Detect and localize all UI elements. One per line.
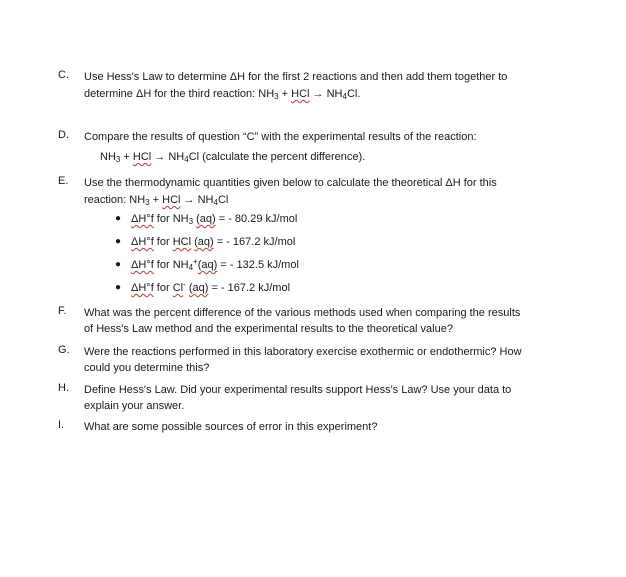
bullet-dot: ● bbox=[115, 282, 122, 293]
question-c-text: determine ΔH for the third reaction: NH bbox=[84, 88, 275, 100]
subscript: 3 bbox=[145, 198, 150, 207]
question-letter: E. bbox=[58, 175, 69, 187]
bullet-dot: ● bbox=[115, 213, 122, 224]
product-tail: Cl. bbox=[346, 88, 361, 100]
question-g-line1: Were the reactions performed in this laboratory exercise exothermic or endothermic? How bbox=[84, 346, 522, 358]
state-label: (aq) bbox=[194, 236, 214, 248]
reaction-arrow: → NH bbox=[309, 88, 343, 100]
bullet-dot: ● bbox=[115, 259, 122, 270]
subscript: 4 bbox=[184, 155, 189, 164]
question-h-line2: explain your answer. bbox=[84, 400, 185, 412]
plus-sign: + bbox=[278, 88, 292, 100]
product-tail: Cl (calculate the percent difference). bbox=[188, 151, 366, 163]
reactant: NH bbox=[100, 151, 116, 163]
hcl-formula: HCl bbox=[291, 88, 310, 100]
subscript: 4 bbox=[213, 198, 218, 207]
state-label: (aq) bbox=[196, 213, 216, 225]
bullet-dot: ● bbox=[115, 236, 122, 247]
delta-h-symbol: ΔH°f bbox=[131, 282, 154, 294]
question-g-line2: could you determine this? bbox=[84, 362, 210, 374]
hcl-formula: HCl bbox=[132, 151, 152, 163]
bullet-text bbox=[131, 282, 290, 294]
species: for NH bbox=[153, 259, 189, 271]
subscript: 4 bbox=[342, 92, 347, 101]
question-f-line1: What was the percent difference of the various methods used when comparing the results bbox=[84, 307, 521, 319]
question-f-line2: of Hess's Law method and the experimental results to the theoretical value? bbox=[84, 323, 453, 335]
delta-h-symbol: ΔH°f bbox=[131, 213, 154, 225]
species: for NH bbox=[153, 213, 189, 225]
enthalpy-value: = - 167.2 kJ/mol bbox=[213, 236, 296, 248]
delta-h-symbol: ΔH°f bbox=[131, 236, 154, 248]
enthalpy-value: = - 80.29 kJ/mol bbox=[215, 213, 298, 225]
bullet-text bbox=[131, 213, 297, 225]
species: for bbox=[153, 236, 173, 248]
subscript: 3 bbox=[115, 155, 121, 164]
subscript: 3 bbox=[188, 217, 194, 226]
question-i-line1: What are some possible sources of error in this experiment? bbox=[84, 421, 378, 433]
question-letter: F. bbox=[58, 305, 67, 317]
hcl-formula: HCl bbox=[172, 236, 192, 248]
state-label: (aq) bbox=[197, 259, 218, 271]
product-tail: Cl bbox=[217, 194, 229, 206]
subscript: 4 bbox=[188, 263, 194, 272]
subscript: 3 bbox=[274, 92, 279, 101]
reaction-arrow: → NH bbox=[151, 151, 185, 163]
bullet-item bbox=[0, 259, 626, 276]
question-letter: I. bbox=[58, 419, 65, 431]
plus-sign: + bbox=[149, 194, 163, 206]
bullet-item bbox=[0, 282, 626, 299]
question-letter: H. bbox=[58, 382, 69, 394]
superscript: + bbox=[193, 257, 198, 266]
bullet-text bbox=[131, 236, 295, 248]
chloride-formula: Cl bbox=[172, 282, 184, 294]
question-e-text: reaction: NH bbox=[84, 194, 146, 206]
reaction-arrow: → NH bbox=[180, 194, 214, 206]
question-h-line1: Define Hess's Law. Did your experimental results support Hess's Law? Use your data to bbox=[84, 384, 512, 396]
bullet-item bbox=[0, 213, 626, 230]
question-letter: D. bbox=[58, 129, 69, 141]
hcl-formula: HCl bbox=[162, 194, 181, 206]
question-e-line1: Use the thermodynamic quantities given below to calculate the theoretical ΔH for this bbox=[84, 177, 497, 189]
question-letter: G. bbox=[58, 344, 70, 356]
plus-sign: + bbox=[120, 151, 133, 163]
state-label: (aq) bbox=[188, 282, 209, 294]
question-d-reaction bbox=[100, 151, 365, 163]
question-c-line1: Use Hess's Law to determine ΔH for the first 2 reactions and then add them together to bbox=[84, 71, 508, 83]
question-d-line1: Compare the results of question “C” with the experimental results of the reaction: bbox=[84, 131, 477, 143]
bullet-text bbox=[131, 259, 299, 271]
question-e-line2 bbox=[84, 192, 570, 209]
bullet-item bbox=[0, 236, 626, 253]
delta-h-symbol: ΔH°f bbox=[131, 259, 154, 271]
question-letter: C. bbox=[58, 69, 69, 81]
species: for bbox=[153, 282, 173, 294]
question-c-line2 bbox=[84, 86, 570, 103]
enthalpy-value: = - 167.2 kJ/mol bbox=[208, 282, 291, 294]
superscript: - bbox=[183, 280, 186, 289]
enthalpy-value: = - 132.5 kJ/mol bbox=[217, 259, 299, 271]
